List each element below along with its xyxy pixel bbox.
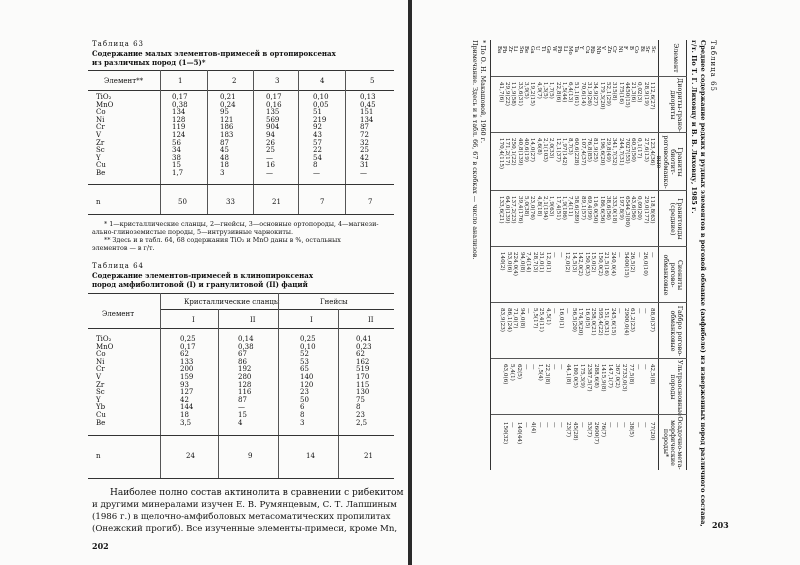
right-page — [412, 0, 800, 565]
table65-vline — [491, 246, 687, 247]
table63-note: элементов — в г/т. — [92, 244, 155, 252]
table64-col3: 0,25 0,10 52 53 65 140 120 23 50 6 8 3 — [300, 335, 316, 427]
table63-caption-line2: из различных пород (1—5)* — [92, 58, 206, 67]
table65-top-rule — [686, 40, 687, 470]
table63-vline — [298, 70, 299, 214]
body-text-line: (Онежский прогиб). Все изученные элементы-примеси, кроме Mn, — [92, 524, 398, 534]
table65-header: Граниты биотит-роговообманко-вые — [655, 135, 684, 189]
table65-vline — [491, 132, 687, 133]
body-text-line: Наиболее полно состав актинолита в сравнении с рибекитом — [110, 488, 404, 498]
table64-bottom-rule — [88, 478, 394, 479]
table63-n-5: 7 — [368, 198, 373, 206]
table64-header-element: Элемент — [102, 310, 135, 318]
table64-n-4: 21 — [364, 452, 373, 460]
table64-n-rule — [88, 435, 394, 436]
page-number-right: 203 — [712, 520, 729, 530]
table64-group-rule — [160, 309, 394, 310]
table65-col5: 88,0(37) — — 61,2(23) 2900,0(4) — 245,6(15) 151,0(31) 595,4(22) 258,0(21) 16,0(5) 174,9(20) 56,5(20) — 16,0(1) — 4,5(1) 25,4(11) 5,5(17) — 94,0(8) 71,0(7) 86,1(24) 83,9(23) — [499, 308, 655, 336]
table63-col4: 0,10 0,05 51 219 92 43 57 22 54 8 — — [313, 93, 329, 177]
table65-header: Гранитоиды (средние) — [669, 198, 684, 240]
page-number-left: 202 — [92, 541, 109, 551]
table64-vline — [218, 309, 219, 478]
table63-vline — [207, 70, 208, 214]
table64-col4: 0,41 0,23 62 162 519 170 115 130 75 8 23 2,5 — [356, 335, 372, 427]
table65-col2: 123,4(36) 27,6(13) 0,1(17) 60,5(50) 7027(55) 244,7(31) 341,7(32) 29,8(49) 196,6(20) 81,9(25) 76,8(85) 107,4(37) 60,6(228) 8,7(3) 1,97(142) 12,1(37) 2,0(33) 2,1(103) 4,6(8) 14,0(27) 40,6(19) 40,8(139) 250,1(22) 171,2(17) 170,4(115) — [497, 138, 655, 170]
table64-n-label: n — [96, 452, 101, 460]
table63-header-element: Элемент** — [104, 77, 144, 85]
table64-group1: Кристаллические сланцы — [184, 298, 280, 306]
table65-note: Примечание. Здесь и в табл. 66, 67 в скобках — число анализов. — [471, 40, 479, 260]
table63-header-rule — [88, 90, 394, 91]
table63-col1: 0,17 0,38 134 128 119 124 56 34 38 15 1,7 — [172, 93, 188, 177]
table64-caption-line1: Содержание элементов-примесей в клинопироксенах — [92, 271, 313, 280]
table64-sub-col2: II — [250, 316, 256, 324]
table63-note: * 1—кристаллические сланцы, 2—гнейсы, 3—основные ортопороды, 4—магнези- — [104, 220, 379, 228]
table63-n-4: 7 — [320, 198, 325, 206]
table63-n-1: 50 — [178, 198, 187, 206]
table63-header-col3: 3 — [275, 77, 280, 85]
table64-caption-line2: пород амфиболитовой (I) и гранулитовой (II) фаций — [92, 280, 308, 289]
table64-sub-col4: II — [368, 316, 374, 324]
table65-header: Осадочно-мета-морфические породы* — [662, 416, 684, 470]
table65-vline — [491, 302, 687, 303]
table64-group2: Гнейсы — [320, 298, 348, 306]
table64-col1: 0,25 0,17 62 133 200 159 93 127 42 144 18 3,5 — [180, 335, 196, 427]
table63-col5: 0,13 0,45 151 134 87 72 32 25 42 31 — — [360, 93, 376, 177]
table63-header-col5: 5 — [370, 77, 375, 85]
table65-header: Ультраосновные породы — [669, 360, 684, 416]
table65-header: Диориты-грано-диориты — [669, 78, 684, 132]
table64-vline — [278, 293, 279, 478]
table64-header-rule — [88, 328, 394, 329]
table63-caption-line1: Содержание малых элементов-примесей в ортопироксенах — [92, 49, 336, 58]
table63-vline — [345, 70, 346, 214]
table63-note: ально-глиноземистые породы, 5—интрузивные чарнокиты. — [92, 228, 294, 236]
table63-n-rule — [88, 184, 394, 185]
table65-header: Габбро рогово-обманковые — [669, 305, 684, 357]
table63-bottom-rule — [88, 214, 394, 215]
table64-title: Таблица 64 — [92, 262, 144, 270]
table64-col2: 0,14 0,38 67 86 192 280 128 116 87 — 15 4 — [238, 335, 254, 427]
table63-n-3: 21 — [272, 198, 281, 206]
table63-col3: 0,17 0,16 135 569 904 94 26 25 — 16 — — [266, 93, 282, 177]
table65-vline — [491, 414, 687, 415]
table64-vline — [160, 293, 161, 478]
table64-sub-col1: I — [192, 316, 195, 324]
table63-title: Таблица 63 — [92, 40, 144, 48]
table63-header-col4: 4 — [320, 77, 325, 85]
table63-header-col1: 1 — [178, 77, 183, 85]
table65-vline — [491, 76, 687, 77]
table65-caption-line1: Среднее содержание редких и рудных элементов в роговой обманке (амфиболе) из изверженных пород различного состава, — [699, 40, 707, 527]
table64-n-1: 24 — [186, 452, 195, 460]
table65-caption-line2: г/т. По Т. Г. Лиховцу и В. В. Лиховцу, 1985 г. — [690, 40, 698, 214]
table65-vline — [491, 358, 687, 359]
table63-vline — [253, 70, 254, 214]
table65-vline — [491, 190, 687, 191]
table65-note: * По О. Н. Макашовой, 1960 г. — [479, 40, 487, 144]
rotated-table65 — [417, 40, 717, 527]
table65-col1: 112,6(27) 28,9(19) 0,02(3) 21,3(6) 4450(15) 175(16) 315(8) 52,1(29) 179,3(20) 34,9(27) 31,9(26) 70,6(14) 51,1(61) 6,4(13) 1,5(44) 22,8(6) 1,7(5) 1,3(5) 4,9(7) 19,2(15) 3,9(5) 33,6(31) 11,9(58) 29,9(22) 41,7(6) — [497, 82, 655, 110]
body-text-line: и другими минералами изучен Е. В. Румянцевым, С. Т. Лапшиным — [92, 500, 397, 510]
table63-vline — [160, 70, 161, 214]
table64-n-2: 9 — [248, 452, 253, 460]
table63-n-2: 33 — [226, 198, 235, 206]
table63-top-rule — [88, 70, 394, 71]
table65-header: Сиениты рогово-обманковые — [662, 254, 684, 296]
table65-elements: Sc Sr Bi Co B F Ni Cr Zn V Nb Rb Cu Y Ta Mo Li Pb W Ge Ti U Ga Be Sn Li Zr Pb Ba — [496, 46, 656, 55]
table65-col4: — 26,0(10) — 26,5(2) 5400(15) — 240,0(4) 21,5(16) 150,0(2) 15,0(2) 150,0(3) 142,0(2) 14,5(3) 12,0(2) — — 12,0(1) 31,0(1) 28,7(3) 7,4(14) 94,0(8) 224,0(4) 53,0(6) 140(2) — [499, 252, 655, 278]
table65-col6: 42,5(8) — — 77,5(8) 2733,0(3) 367,0(2) 147,1(7) 1415,9(8) 288,6(8) 2387,5(7) 175,3(9) 180,0(5) 44,1(8) — — 22,3(8) 1,5(4) — — 62(5) 5,4(1) 63,0(6) — [502, 364, 655, 392]
table65-col3: 118,8(63) 29,0(177) 0,09(20) 43,6(56) 6544,3(80) 197,8(9) 333,0(18) 38,6(56) 186,6(56) 116,0(50) 69,4(99) 89,1(57) 58,6(289) 7,4(11) 1,9(186) 17,4(51) 1,9(63) 2,1(194) 4,8(18) 23,0(76) 5,0(38) 39,4(176) 137,2(23) 64,0(139) 133,6(21) — [497, 196, 655, 228]
table65-header-element: Элемент — [672, 43, 680, 73]
table63-col2: 0,21 0,24 95 121 186 183 87 45 48 18 3 — [220, 93, 236, 177]
table63-header-col2: 2 — [232, 77, 237, 85]
table63-elements: TiO₂ MnO Co Ni Cr V Zr Sc Y Cu Be — [96, 93, 114, 177]
table64-n-3: 14 — [306, 452, 315, 460]
table63-n-label: n — [96, 198, 101, 206]
table64-top-rule — [88, 293, 394, 294]
table64-vline — [338, 309, 339, 478]
table65-title: Таблица 65 — [709, 40, 717, 92]
table65-header-rule — [658, 40, 659, 470]
body-text-line: (1986 г.) в щелочно-амфиболовых метасоматических пропилитах — [92, 512, 391, 522]
table64-sub-col3: I — [310, 316, 313, 324]
table64-elements: TiO₂ MnO Co Ni Cr V Zr Sc Y Yb Cu Be — [96, 335, 114, 427]
table65-bottom-rule — [490, 40, 491, 470]
table63-note: ** Здесь и в табл. 64, 68 содержания TiO₂ и MnO даны в %, остальных — [104, 236, 341, 244]
table65-col7: 77(20) — — 38(5) — — — 76(7) 2600(7) 53(7) — 45(28) 23(7) — — — — 4(4) — 140(44) — 150(32) — [502, 422, 655, 445]
